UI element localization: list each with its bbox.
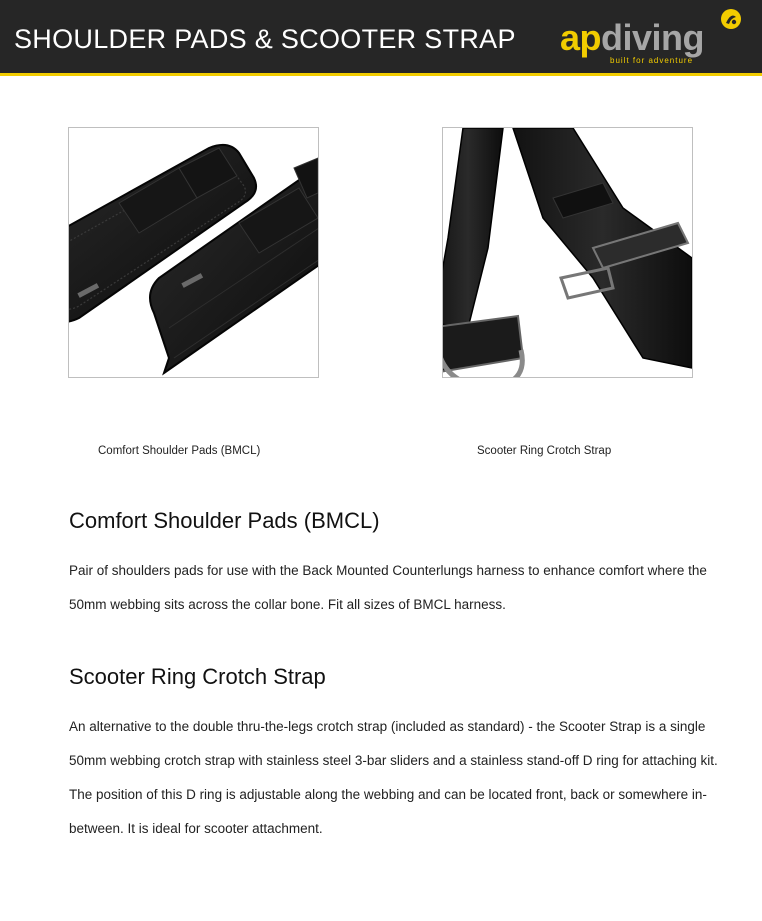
section-body-shoulder-pads: Pair of shoulders pads for use with the Back Mounted Counterlungs harness to enhance comfort where the 50mm webbing sits across the collar bone. Fit all sizes of BMCL harness.: [69, 563, 707, 612]
shoulder-pads-photo: [68, 127, 319, 378]
logo-wordmark: [560, 17, 705, 58]
section-body-crotch-strap: An alternative to the double thru-the-legs crotch strap (included as standard) - the Scooter Strap is a single 50mm webbing crotch strap with stainless steel 3-bar sliders and a stainless stand-off D ring for attaching kit. The position of this D ring is adjustable along the webbing and can be located front, back or somewhere in-between. It is ideal for scooter attachment.: [69, 719, 718, 836]
logo-badge-icon: [720, 8, 742, 30]
caption-shoulder-pads: Comfort Shoulder Pads (BMCL): [98, 445, 261, 457]
crotch-strap-photo: [442, 127, 693, 378]
section-title-shoulder-pads: Comfort Shoulder Pads (BMCL): [69, 508, 380, 533]
logo-word-diving: diving: [601, 17, 705, 58]
caption-crotch-strap: Scooter Ring Crotch Strap: [477, 445, 612, 457]
logo-word-ap: ap: [560, 17, 602, 58]
shoulder-pads-photo-icon: [69, 128, 318, 377]
logo-tagline: built for adventure: [610, 56, 694, 65]
section-title-crotch-strap: Scooter Ring Crotch Strap: [69, 664, 326, 689]
page-title: SHOULDER PADS & SCOOTER STRAP: [14, 24, 516, 54]
page-header: [0, 0, 762, 76]
apdiving-logo[interactable]: [560, 8, 750, 68]
crotch-strap-photo-icon: [443, 128, 692, 377]
